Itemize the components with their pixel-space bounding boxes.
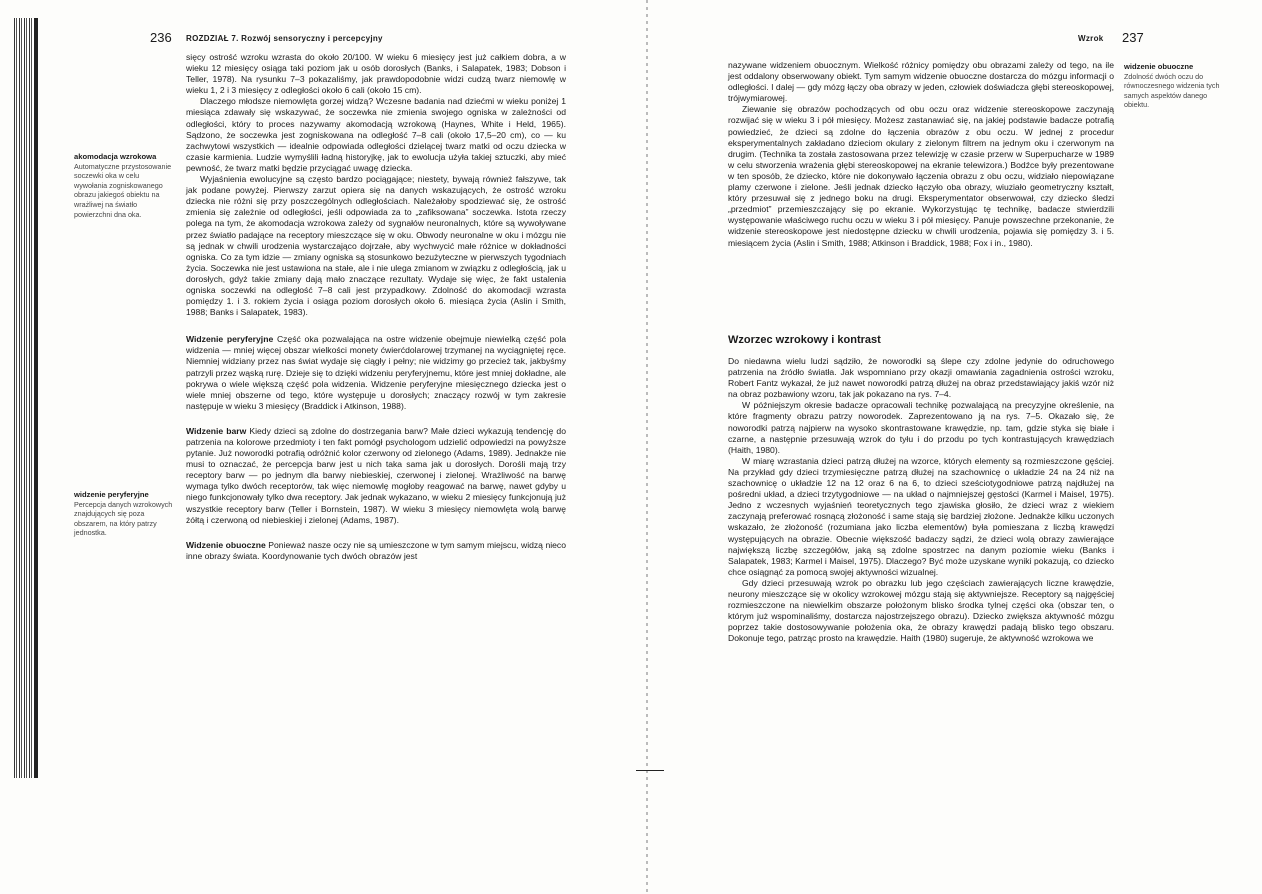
paragraph: Wyjaśnienia ewolucyjne są często bardzo pociągające; niestety, bywają również fałszywe, tak jak podane powyżej. Pierwszy zarzut opiera się na danych wskazujących, że ostrość wzroku dziecka nie różni się przy poszczególnych odległościach. Należałoby spodziewać się, że ostrość zmienia się zależnie od odległości, jeśli odpowiada za to „zafiksowana” soczewka. Istota rzeczy polega na tym, że akomodacja wzrokowa zależy od sygnałów neuronalnych, które są wywoływane przez światło padające na receptory mieszczące się w oku. Obwody neuronalne w oku i mózgu nie są jednak w chwili urodzenia wystarczająco dojrzałe, aby wychwycić małe różnice w dokładności ogniska. Co za tym idzie — zmiany ogniska są stosunkowo bezużyteczne w pierwszych tygodniach życia. Soczewka nie jest ustawiona na stałe, ale i nie ulega zmianom w związku z odległością, jak u dorosłych, gdyż takie zmiany dają mało znaczące rezultaty. Wydaje się więc, że fakt ustalenia ogniska soczewki na odległość 7–8 cali jest przypadkowy. Zdolność do akomodacji wzrasta pomiędzy 1. i 3. rokiem życia i osiąga poziom dorosłych około 6. miesiąca życia (Aslin i Smith, 1988; Banks i Salapatek, 1983).	[186, 174, 566, 318]
paragraph: W późniejszym okresie badacze opracowali technikę pozwalającą na precyzyjne określenie, na które fragmenty obrazu patrzy noworodek. Zaprezentowano ją na rys. 7–5. Okazało się, że noworodki patrzą najpierw na wysoko skontrastowane krawędzie, np. tam, gdzie styka się białe i czarne, a następnie przesuwają wzrok do tyłu i do przodu po tych kontrastujących krawędziach (Haith, 1980).	[728, 400, 1114, 455]
subheading: Widzenie obuoczne	[186, 539, 266, 550]
running-head: ROZDZIAŁ 7. Rozwój sensoryczny i percepcyjny	[186, 34, 383, 43]
margin-note	[74, 490, 174, 538]
text-column	[186, 52, 566, 562]
right-page	[650, 0, 1262, 894]
text-column	[728, 60, 1114, 249]
margin-note-text: Zdolność dwóch oczu do równoczesnego widzenia tych samych aspektów danego obiektu.	[1124, 71, 1220, 110]
paragraph: Dlaczego młodsze niemowlęta gorzej widzą? Wczesne badania nad dziećmi w wieku poniżej 1 miesiąca zdawały się wskazywać, że soczewka nie zmienia swojego ogniska w zależności od odległości, który to proces nazywamy akomodacją wzrokową (Haynes, White i Held, 1965). Sądzono, że soczewka jest zogniskowana na odległość 7–8 cali (około 17,5–20 cm), co — ku zachwytowi wszystkich — idealnie odpowiada odległości dzielącej twarz matki od oczu dziecka w czasie karmienia. Ludzie wymyślili ładną historyjkę, jak to ewolucja użyła takiej sztuczki, aby mieć pewność, że twarz matki będzie przyciągać uwagę dziecka.	[186, 96, 566, 173]
running-head: Wzrok	[1078, 34, 1104, 43]
margin-note-term: widzenie peryferyjne	[74, 490, 149, 499]
paragraph: sięcy ostrość wzroku wzrasta do około 20/100. W wieku 6 miesięcy jest już całkiem dobra, a w wieku 12 miesięcy osiąga taki poziom jak u osób dorosłych (Banks, i Salapatek, 1983; Dobson i Teller, 1978). Na rysunku 7–3 pokazaliśmy, jak prawdopodobnie widzi cudzą twarz niemowlę w wieku 1, 2 i 3 miesięcy z odległości około 6 cali (około 15 cm).	[186, 52, 566, 96]
paragraph: Gdy dzieci przesuwają wzrok po obrazku lub jego częściach zawierających liczne krawędzie, neurony mieszczące się w okolicy wzrokowej mózgu stają się aktywniejsze. Receptory są najgęściej rozmieszczone na niewielkim obszarze położonym blisko środka tylnej części oka (obszar ten, o którym już wspominaliśmy, dostarcza najostrzejszego obrazu). Dziecko zwiększa aktywność mózgu poprzez takie dostosowywanie położenia oka, że obrazy krawędzi padają blisko tego obszaru. Dokonuje tego, patrząc prosto na krawędzie. Haith (1980) sugeruje, że aktywność wzrokowa we	[728, 577, 1114, 644]
paragraph: Do niedawna wielu ludzi sądziło, że noworodki są ślepe czy zdolne jedynie do odruchowego patrzenia na źródło światła. Jak wspomniano przy okazji omawiania zagadnienia ostrości wzroku, Robert Fantz wykazał, że już nawet noworodki patrzą dłużej na obraz przedstawiający jakiś wzór niż na obraz pozbawiony wzoru, tak jak pokazano na rys. 7–4.	[728, 356, 1114, 400]
paragraph: Widzenie barw Kiedy dzieci są zdolne do dostrzegania barw? Małe dzieci wykazują tendencję do patrzenia na kolorowe przedmioty i ten fakt pomógł psychologom udzielić odpowiedzi na powyższe pytanie. Już noworodki potrafią odróżnić kolor czerwony od zielonego (Adams, 1989). Jednakże nie musi to oznaczać, że percepcja barw jest u nich taka sama jak u dorosłych. Dorośli mają trzy receptory barw — po jednym dla barwy niebieskiej, czerwonej i zielonej. Wrażliwość na barwę wymaga tylko dwóch receptorów, tak więc niemowlę mogłoby reagować na barwę, nawet gdyby u niego funkcjonowały tylko dwa receptory. Jak jednak wykazano, w wieku 2 miesięcy funkcjonują już wszystkie receptory barw (Teller i Bornstein, 1987). W wieku 3 miesięcy niemowlęta wolą barwę żółtą i czerwoną od niebieskiej i zielonej (Adams, 1987).	[186, 425, 566, 525]
margin-note-text: Automatyczne przystosowanie soczewki oka w celu wywołania zogniskowanego obrazu jakiegoś obiektu na wrażliwej na światło powierzchni dna oka.	[74, 161, 172, 219]
text-column	[728, 356, 1114, 644]
margin-note	[74, 152, 174, 219]
subheading: Widzenie peryferyjne	[186, 334, 274, 345]
subheading: Widzenie barw	[186, 425, 247, 436]
paragraph: Widzenie peryferyjne Część oka pozwalająca na ostre widzenie obejmuje niewielką część pola widzenia — mniej więcej obszar wielkości monety ćwierćdolarowej trzymanej na wyciągniętej ręce. Niemniej widziany przez nas świat wydaje się ciągły i pełny; nie widzimy go przecież tak, jakbyśmy patrzyli przez wąską rurę. Dzieje się to dzięki widzeniu peryferyjnemu, które jest mniej dokładne, ale pokrywa o wiele większą część pola widzenia. Widzenie peryferyjne miesięcznego dziecka jest o wiele mniej obszerne od tego, które występuje u dorosłych; znaczący rozwój w tym zakresie następuje w wieku 3 miesięcy (Braddick i Atkinson, 1988).	[186, 334, 567, 411]
paragraph: Widzenie obuoczne Ponieważ nasze oczy nie są umieszczone w tym samym miejscu, widzą nieco inne obrazy świata. Koordynowanie tych dwóch obrazów jest	[186, 539, 566, 561]
section-heading: Wzorzec wzrokowy i kontrast	[728, 334, 881, 346]
margin-note-term: akomodacja wzrokowa	[74, 152, 157, 161]
page-number: 237	[1122, 30, 1144, 45]
center-gutter	[646, 0, 648, 894]
paragraph: W miarę wzrastania dzieci patrzą dłużej na wzorce, których elementy są rozmieszczone gęściej. Na przykład gdy dzieci trzymiesięczne patrzą dłużej na szachownicę o układzie 24 na 24 niż na szachownicę o układzie 12 na 12 oraz 6 na 6, to dzieci sześciotygodniowe patrzą najdłużej na pośredni układ, a dzieci trzytygodniowe — na układ o najmniejszej gęstości (Karmel i Maisel, 1975). Jedno z wczesnych wyjaśnień teoretycznych tego zjawiska głosiło, że dzieci wraz z wiekiem zaczynają preferować rosnącą złożoność i same stają się bardziej złożone. Jednakże kilku uczonych wskazało, że złożoność (rozumiana jako liczba elementów) była pomieszana z liczbą krawędzi występujących na obrazie. Obecnie większość badaczy sądzi, że dzieci wolą obrazy zawierające największą liczbę szczegółów, jaką są zdolne spostrzec na danym poziomie wieku (Banks i Salapatek, 1983; Karmel i Maisel, 1975). Dlaczego? Być może uzyskane wyniki pokazują, co dziecko chce osiągnąć za pomocą swojej aktywności wizualnej.	[728, 455, 1114, 577]
paragraph: nazywane widzeniem obuocznym. Wielkość różnicy pomiędzy obu obrazami zależy od tego, na ile jest oddalony obserwowany obiekt. Tym samym widzenie obuoczne dostarcza do mózgu informacji o odległości. I dalej — gdy mózg łączy oba obrazy w jeden, człowiek doświadcza głębi stereoskopowej, trójwymiarowej.	[728, 60, 1114, 104]
paragraph: Ziewanie się obrazów pochodzących od obu oczu oraz widzenie stereoskopowe zaczynają rozwijać się w wieku 3 i pół miesięcy. Możesz zastanawiać się, na jakiej podstawie badacze potrafią powiedzieć, że dzieci są zdolne do łączenia obrazów z obu oczu. W jednej z procedur eksperymentalnych zakładano dzieciom okulary z zielonym filtrem na jednym oku i czerwonym na drugim. (Technika ta została zastosowana przez telewizję w czasie przerw w Superpucharze w 1989 w celu stworzenia wrażenia głębi stereoskopowej na ekranie telewizora.) Bodźce były prezentowane w ten sposób, że dziecko, które nie dokonywało łączenia obrazu z obu oczu, widziało niepowiązane plamy czerwone i zielone. Jeśli jednak dziecko łączyło oba obrazy, wiuziało geometryczny kształt, który przesuwał się z jednego boku na drugi. Eksperymentator obserwował, czy dziecko śledzi „przedmiot” przemieszczający się po ekranie. Wykorzystując tę technikę, badacze stwierdzili występowanie właściwego ruchu oczu w wieku 3 i pół miesięcy. Panuje powszechne przekonanie, że widzenie stereoskopowe jest niedostępne dziecku w chwili urodzenia, pojawia się pomiędzy 3. i 5. miesiącem życia (Aslin i Smith, 1988; Atkinson i Braddick, 1988; Fox i in., 1980).	[728, 104, 1114, 248]
margin-note-term: widzenie obuoczne	[1124, 62, 1194, 71]
margin-note	[1124, 62, 1222, 110]
page-number: 236	[150, 30, 172, 45]
margin-note-text: Percepcja danych wzrokowych znajdujących się poza obszarem, na który patrzy jednostka.	[74, 499, 173, 538]
